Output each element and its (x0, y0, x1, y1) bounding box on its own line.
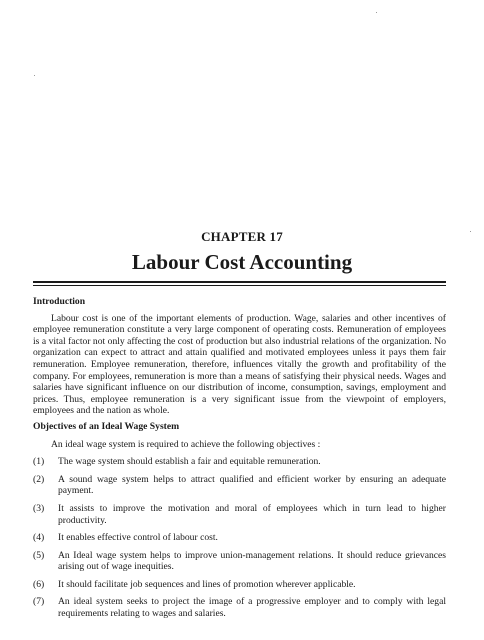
chapter-number: CHAPTER 17 (201, 229, 283, 244)
list-item-number: (5) (33, 549, 45, 561)
objectives-lead: An ideal wage system is required to achieve the following objectives : (51, 438, 321, 450)
list-item-number: (6) (33, 578, 45, 590)
title-rule-thin (33, 285, 446, 286)
list-item-number: (3) (33, 502, 45, 514)
section-heading-introduction: Introduction (33, 296, 86, 307)
list-item-number: (2) (33, 473, 45, 485)
list-item-text: An ideal system seeks to project the image of a progressive employer and to comply with legal requirements relating to wages and salaries. (58, 596, 446, 620)
chapter-body (33, 296, 446, 626)
list-item-number: (7) (33, 596, 45, 608)
list-item-number: (4) (33, 532, 45, 544)
list-item-text: It should facilitate job sequences and lines of promotion wherever applicable. (58, 578, 356, 590)
list-item-text: It enables effective control of labour cost. (58, 532, 218, 544)
list-item (33, 596, 446, 619)
objectives-list (33, 456, 446, 620)
list-item-text: A sound wage system helps to attract qualified and efficient worker by ensuring an adequate payment. (58, 473, 446, 497)
scan-speck (34, 75, 35, 76)
list-item-text: It assists to improve the motivation and moral of employees which in turn lead to higher productivity. (58, 502, 446, 526)
list-item (33, 456, 446, 468)
list-item-number: (1) (33, 456, 45, 468)
list-item (33, 474, 446, 497)
section-heading-objectives: Objectives of an Ideal Wage System (33, 420, 180, 432)
list-item (33, 532, 446, 544)
scan-speck (376, 12, 377, 13)
introduction-paragraph: Labour cost is one of the important elements of production. Wage, salaries and other incentives of employee remuneration constitute a very large component of operating costs. Remuneration of employees is a vital factor not only affecting the cost of production but also industrial relations of the organization. No organization can expect to attract and attain qualified and motivated employees unless it pays them fair remuneration. Employee remuneration, therefore, influences vitally the growth and profitability of the company. For employees, remuneration is more than a means of satisfying their physical needs. Wages and salaries have significant influence on our distribution of income, consumption, savings, employment and prices. Thus, employee remuneration is a very significant issue from the viewpoint of employers, employees and the nation as whole. (33, 312, 446, 417)
list-item (33, 503, 446, 526)
list-item-text: The wage system should establish a fair and equitable remuneration. (58, 456, 321, 468)
chapter-title: Labour Cost Accounting (131, 250, 353, 274)
list-item-text: An Ideal wage system helps to improve union-management relations. It should reduce grievances arising out of wage inequities. (58, 549, 446, 573)
title-rule-thick (33, 281, 446, 283)
list-item (33, 550, 446, 573)
list-item (33, 579, 446, 591)
